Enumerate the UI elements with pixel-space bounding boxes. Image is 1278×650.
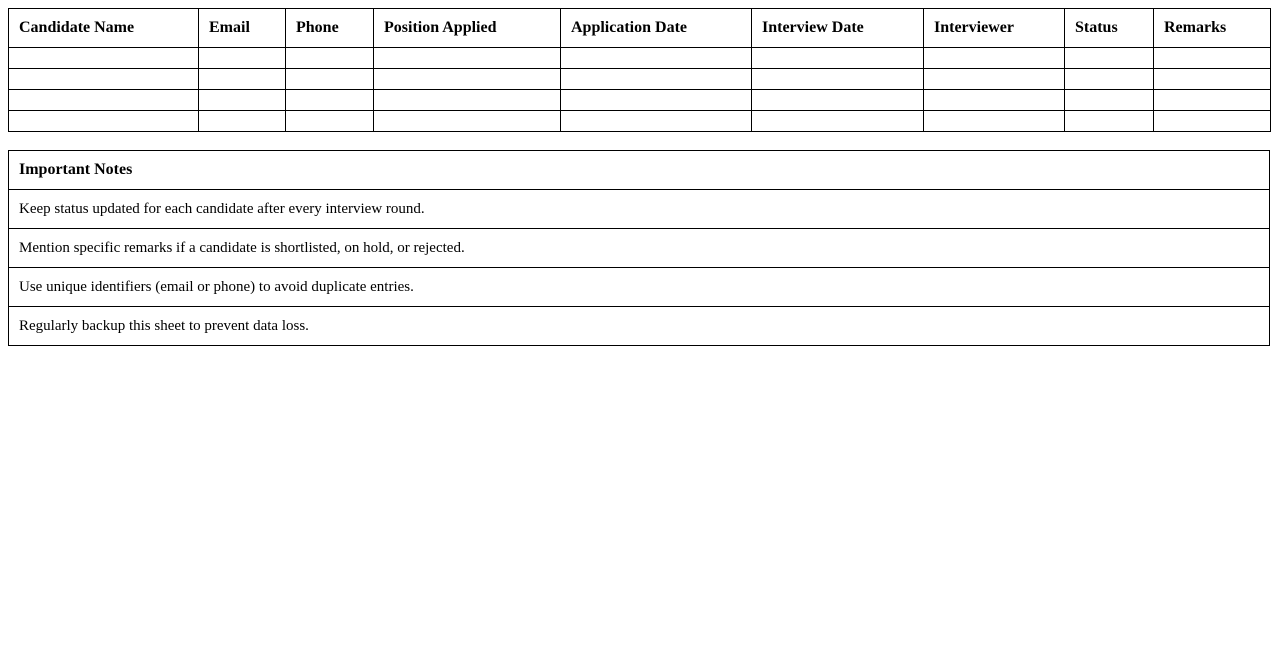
header-phone: Phone: [286, 9, 374, 48]
notes-header-row: [9, 151, 1270, 190]
table-cell[interactable]: [1154, 69, 1271, 90]
notes-row: [9, 190, 1270, 229]
table-cell[interactable]: [9, 48, 199, 69]
notes-row: [9, 229, 1270, 268]
header-candidate-name: Candidate Name: [9, 9, 199, 48]
candidate-tracker-table: [8, 8, 1271, 132]
table-row: [9, 111, 1271, 132]
note-item: Mention specific remarks if a candidate is shortlisted, on hold, or rejected.: [9, 229, 1270, 268]
table-row: [9, 69, 1271, 90]
table-cell[interactable]: [752, 69, 924, 90]
table-cell[interactable]: [374, 48, 561, 69]
table-cell[interactable]: [374, 69, 561, 90]
header-interview-date: Interview Date: [752, 9, 924, 48]
table-cell[interactable]: [286, 48, 374, 69]
table-cell[interactable]: [199, 48, 286, 69]
header-email: Email: [199, 9, 286, 48]
note-item: Regularly backup this sheet to prevent data loss.: [9, 307, 1270, 346]
table-cell[interactable]: [752, 90, 924, 111]
table-cell[interactable]: [1154, 111, 1271, 132]
table-header-row: [9, 9, 1271, 48]
header-status: Status: [1065, 9, 1154, 48]
notes-row: [9, 268, 1270, 307]
header-interviewer: Interviewer: [924, 9, 1065, 48]
table-cell[interactable]: [561, 90, 752, 111]
table-cell[interactable]: [1065, 69, 1154, 90]
table-cell[interactable]: [1065, 111, 1154, 132]
header-remarks: Remarks: [1154, 9, 1271, 48]
table-cell[interactable]: [561, 69, 752, 90]
table-cell[interactable]: [286, 69, 374, 90]
table-cell[interactable]: [1154, 48, 1271, 69]
table-cell[interactable]: [924, 111, 1065, 132]
table-cell[interactable]: [1065, 90, 1154, 111]
table-cell[interactable]: [561, 48, 752, 69]
table-cell[interactable]: [924, 90, 1065, 111]
notes-row: [9, 307, 1270, 346]
table-cell[interactable]: [924, 69, 1065, 90]
table-cell[interactable]: [9, 69, 199, 90]
table-cell[interactable]: [752, 48, 924, 69]
important-notes-table: [8, 150, 1270, 346]
header-position-applied: Position Applied: [374, 9, 561, 48]
table-cell[interactable]: [9, 111, 199, 132]
table-cell[interactable]: [199, 69, 286, 90]
table-cell[interactable]: [1154, 90, 1271, 111]
table-cell[interactable]: [374, 90, 561, 111]
header-application-date: Application Date: [561, 9, 752, 48]
table-cell[interactable]: [286, 111, 374, 132]
table-cell[interactable]: [199, 90, 286, 111]
table-row: [9, 90, 1271, 111]
table-cell[interactable]: [752, 111, 924, 132]
table-cell[interactable]: [561, 111, 752, 132]
table-cell[interactable]: [924, 48, 1065, 69]
note-item: Use unique identifiers (email or phone) to avoid duplicate entries.: [9, 268, 1270, 307]
table-cell[interactable]: [9, 90, 199, 111]
notes-title: Important Notes: [9, 151, 1270, 190]
table-row: [9, 48, 1271, 69]
table-cell[interactable]: [286, 90, 374, 111]
table-cell[interactable]: [1065, 48, 1154, 69]
table-cell[interactable]: [199, 111, 286, 132]
document-body: [8, 8, 1270, 346]
table-cell[interactable]: [374, 111, 561, 132]
note-item: Keep status updated for each candidate after every interview round.: [9, 190, 1270, 229]
